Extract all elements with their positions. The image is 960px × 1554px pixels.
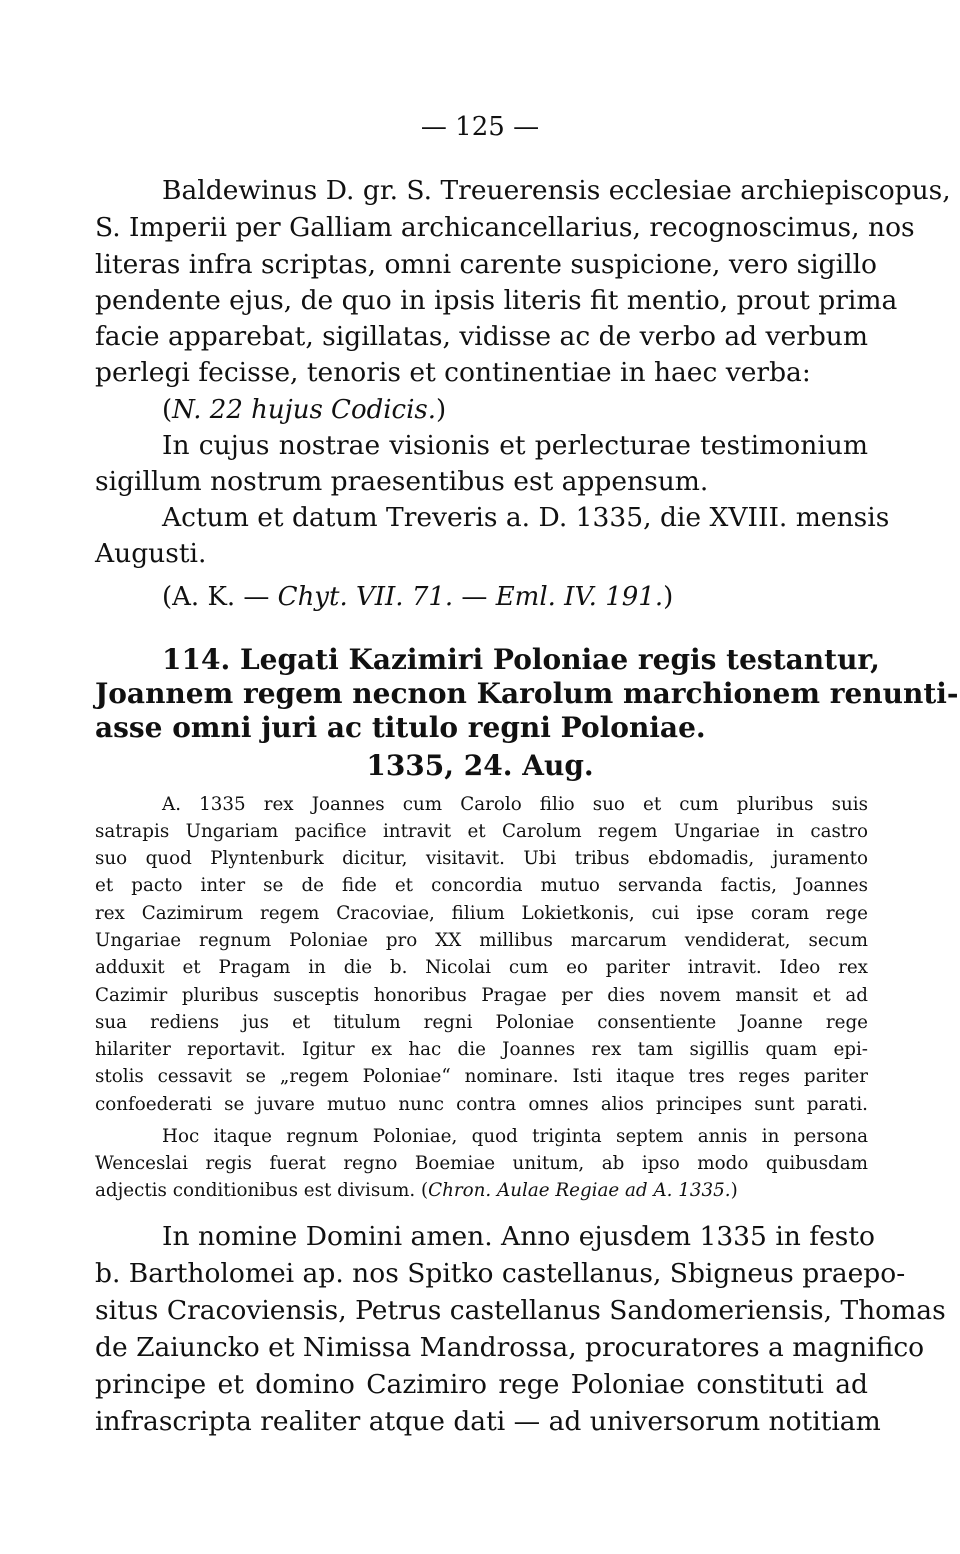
document-date: 1335, 24. Aug. [366, 749, 594, 782]
note-line: satrapis Ungariam pacifice intravit et Carolum regem Ungariae in castro [95, 821, 868, 842]
body-line: In nomine Domini amen. Anno ejusdem 1335 in festo [162, 1221, 875, 1252]
note-line: A. 1335 rex Joannes cum Carolo filio suo et cum pluribus suis [162, 794, 868, 815]
note-line: rex Cazimirum regem Cracoviae, filium Lokietkonis, cui ipse coram rege [95, 903, 868, 924]
body-line: de Zaiuncko et Nimissa Mandrossa, procuratores a magnifico [95, 1332, 925, 1363]
intro-line: literas infra scriptas, omni carente suspicione, vero sigillo [95, 249, 878, 280]
intro-line: facie apparebat, sigillatas, vidisse ac de verbo ad verbum [95, 321, 868, 352]
body-line: infrascripta realiter atque dati — ad universorum notitiam [95, 1406, 881, 1437]
intro-line: Baldewinus D. gr. S. Treuerensis ecclesiae archiepiscopus, [162, 175, 951, 206]
body-line: situs Cracoviensis, Petrus castellanus Sandomeriensis, Thomas [95, 1295, 946, 1326]
intro-line: pendente ejus, de quo in ipsis literis fit mentio, prout prima [95, 285, 898, 316]
note-line: sua rediens jus et titulum regni Poloniae consentiente Joanne rege [95, 1012, 868, 1033]
note-line: Hoc itaque regnum Poloniae, quod triginta septem annis in persona [162, 1126, 868, 1147]
note-line: adjectis conditionibus est divisum. (Chron. Aulae Regiae ad A. 1335.) [95, 1180, 738, 1201]
note-line: Wenceslai regis fuerat regno Boemiae unitum, ab ipso modo quibusdam [95, 1153, 868, 1174]
source-reference: (A. K. — Chyt. VII. 71. — Eml. IV. 191.) [162, 582, 674, 612]
document-heading: Joannem regem necnon Karolum marchionem renunti- [95, 677, 959, 710]
note-line: adduxit et Pragam in die b. Nicolai cum eo pariter intravit. Ideo rex [95, 957, 868, 978]
note-line: Cazimir pluribus susceptis honoribus Pragae per dies novem mansit et ad [95, 985, 868, 1006]
testimony-line: sigillum nostrum praesentibus est appensum. [95, 466, 709, 497]
page-number: — 125 — [420, 112, 540, 142]
actum-line: Augusti. [95, 538, 207, 569]
note-line: suo quod Plyntenburk dicitur, visitavit. Ubi tribus ebdomadis, juramento [95, 848, 868, 869]
note-line: hilariter reportavit. Igitur ex hac die Joannes rex tam sigillis quam epi- [95, 1039, 868, 1060]
actum-line: Actum et datum Treveris a. D. 1335, die XVIII. mensis [162, 502, 890, 533]
testimony-line: In cujus nostrae visionis et perlecturae testimonium [162, 430, 868, 461]
note-line: confoederati se juvare mutuo nunc contra omnes alios principes sunt parati. [95, 1094, 868, 1115]
intro-line: perlegi fecisse, tenoris et continentiae in haec verba: [95, 357, 811, 388]
body-line: b. Bartholomei ap. nos Spitko castellanus, Sbigneus praepo- [95, 1258, 906, 1289]
codex-reference: (N. 22 hujus Codicis.) [162, 395, 447, 425]
note-line: et pacto inter se de fide et concordia mutuo servanda factis, Joannes [95, 875, 868, 896]
document-heading: 114. Legati Kazimiri Poloniae regis testantur, [162, 643, 880, 676]
note-line: Ungariae regnum Poloniae pro XX millibus marcarum vendiderat, secum [95, 930, 868, 951]
body-line: principe et domino Cazimiro rege Poloniae constituti ad [95, 1369, 868, 1400]
intro-line: S. Imperii per Galliam archicancellarius, recognoscimus, nos [95, 212, 915, 243]
document-heading: asse omni juri ac titulo regni Poloniae. [95, 711, 706, 744]
note-line: stolis cessavit se „regem Poloniae“ nominare. Isti itaque tres reges pariter [95, 1066, 868, 1087]
